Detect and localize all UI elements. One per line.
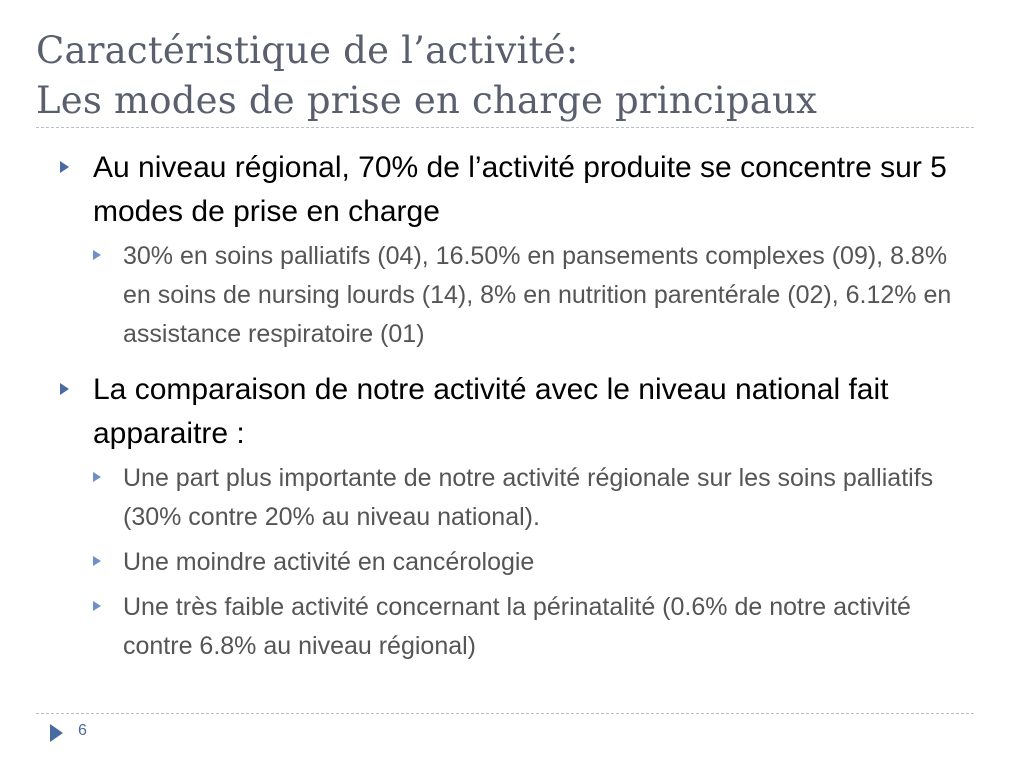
slide-title-line-2: Les modes de prise en charge principaux bbox=[36, 79, 818, 122]
sub-bullet-text: Une part plus importante de notre activité régionale sur les soins palliatifs (30% contre 20% au niveau national). bbox=[123, 464, 934, 531]
triangle-right-icon bbox=[60, 161, 69, 173]
sub-bullet-item bbox=[93, 237, 980, 354]
sub-bullet-text: Une très faible activité concernant la périnatalité (0.6% de notre activité contre 6.8% au niveau régional) bbox=[123, 593, 911, 660]
triangle-right-icon bbox=[93, 556, 101, 566]
sub-bullet-item bbox=[93, 459, 980, 537]
triangle-right-icon bbox=[60, 383, 69, 395]
slide-title bbox=[36, 26, 996, 126]
slide-title-line-1: Caractéristique de l’activité: bbox=[36, 29, 579, 72]
bullet-text: La comparaison de notre activité avec le niveau national fait apparaitre : bbox=[93, 373, 889, 450]
sub-bullet-text: 30% en soins palliatifs (04), 16.50% en pansements complexes (09), 8.8% en soins de nursing lourds (14), 8% en nutrition parentérale (02), 6.12% en assistance respiratoire (01) bbox=[123, 242, 952, 348]
sub-bullet-item bbox=[93, 543, 980, 582]
triangle-right-icon bbox=[93, 601, 101, 611]
bullet-item bbox=[60, 146, 980, 234]
triangle-right-icon bbox=[93, 250, 101, 260]
bullet-text: Au niveau régional, 70% de l’activité produite se concentre sur 5 modes de prise en charge bbox=[93, 151, 947, 228]
title-divider bbox=[36, 127, 974, 128]
slide-content bbox=[60, 146, 980, 672]
triangle-right-icon bbox=[93, 472, 101, 482]
bullet-item bbox=[60, 368, 980, 456]
footer-divider bbox=[36, 713, 974, 714]
sub-bullet-text: Une moindre activité en cancérologie bbox=[123, 548, 535, 576]
page-number: 6 bbox=[78, 722, 87, 739]
sub-bullet-item bbox=[93, 588, 980, 666]
footer-triangle-right-icon bbox=[50, 724, 63, 742]
